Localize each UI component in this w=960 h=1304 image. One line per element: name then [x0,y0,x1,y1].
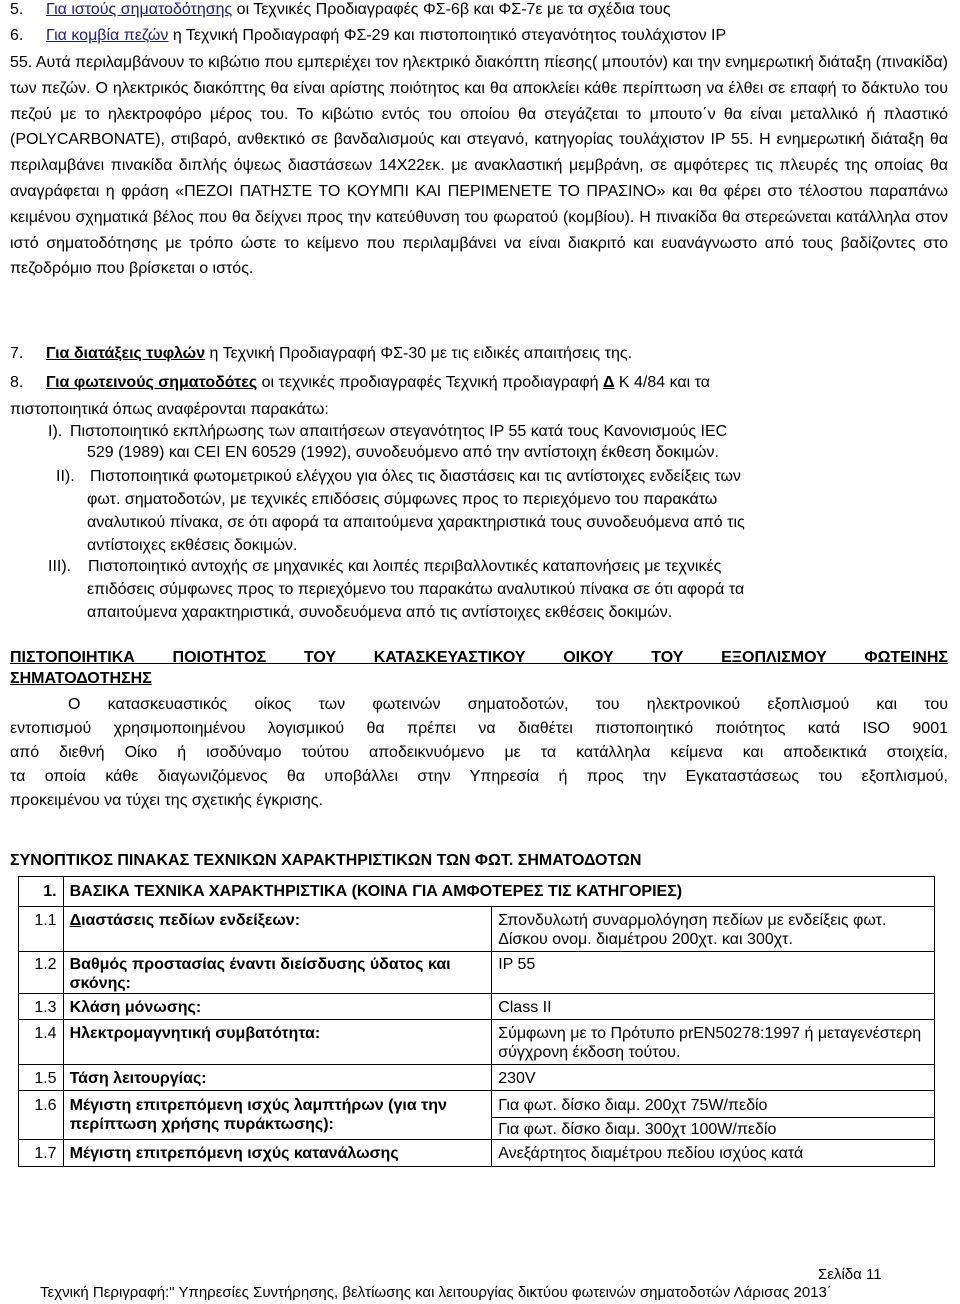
item-8-delta: Δ [602,374,615,391]
item-8-line2: πιστοποιητικά όπως αναφέρονται παρακάτω: [10,401,329,418]
row-value: IP 55 [492,952,935,994]
row-value: Σύμφωνη με το Πρότυπο prEN50278:1997 ή μεταγενέστερη σύγχρονη έκδοση τούτου. [492,1020,935,1065]
item-6-number: 6. [10,27,24,44]
item-8-number: 8. [10,374,24,391]
roman-1-line-1: Πιστοποιητικό εκπλήρωσης των απαιτήσεων στεγανότητος ΙΡ 55 κατά τους Κανονισμούς ΙΕC [70,423,728,440]
row-key: Τάση λειτουργίας: [63,1065,492,1091]
item-5-number: 5. [10,1,24,18]
item-8-link[interactable]: Για φωτεινούς σηματοδότες [46,374,258,391]
row-key [63,907,492,952]
row-key: Μέγιστη επιτρεπόμενη ισχύς κατανάλωσης [63,1140,492,1167]
item-6 [10,26,726,46]
row-key-prefix: Δ [69,912,82,929]
kombia-paragraph: 55. Αυτά περιλαμβάνουν το κιβώτιο που εμπεριέχει τον ηλεκτρικό διακόπτη πίεσης( μπουτόν) και την ενημερωτική διάταξη (πινακίδα) των πεζών. Ο ηλεκτρικός διακόπτης θα είναι αρίστης ποιότητος και θα αποκλείει κάθε περίπτωση να έλθει σε επαφή το δάκτυλο του πεζού με το ηλεκτροφόρο μέρος του. Το κιβώτιο εντός του οποίου θα στεγάζεται το μπουτο΄ν θα είναι μεταλλικό ή πλαστικό (POLYCARBONATE), στιβαρό, ανθεκτικό σε βανδαλισμούς και στεγανό, κατηγορίας τουλάχιστον ΙΡ 55. Η ενημερωτική διάταξη θα περιλαμβάνει πινακίδα διπλής όψεως διαστάσεων 14Χ22εκ. με ανακλαστική μεμβράνη, σε αμφότερες τις πλευρές της οποίας θα αναγράφεται η φράση «ΠΕΖΟΙ ΠΑΤΗΣΤΕ ΤΟ ΚΟΥΜΠΙ ΚΑΙ ΠΕΡΙΜΕΝΕΤΕ ΤΟ ΠΡΑΣΙΝΟ» και θα φέρει στο τέλοστου παραπάνω κειμένου σχηματικά βέλος που θα δείχνει προς την κατεύθυνση του φωρατού (κομβίου). Η πινακίδα θα στερεώνεται κατάλληλα στον ιστό σηματοδότησης με τρόπο ώστε το κείμενο που περιλαμβάνει να είναι διακριτό και ευανάγνωστο από τους βαδίζοντες στο πεζοδρόμιο που βρίσκεται ο ιστός. [10,54,948,278]
page-number: Σελίδα 11 [818,1266,882,1283]
roman-3-line-2: επιδόσεις σύμφωνες προς το περιεχόμενο του παρακάτω αναλυτικού πίνακα σε ότι αφορά τα [87,581,745,598]
row-number: 1.4 [19,1020,64,1065]
row-number: 1.7 [19,1140,64,1167]
item-6-link[interactable]: Για κομβία πεζών [46,27,169,44]
item-8 [10,371,948,394]
roman-3-label: ΙΙΙ). [48,558,72,575]
item-8-text-b: Κ 4/84 και τα [614,374,710,391]
roman-2-line-4: αντίστοιχες εκθέσεις δοκιμών. [87,537,298,554]
row-number: 1.2 [19,952,64,994]
item-5 [10,0,671,20]
cert-heading-line-2: ΣΗΜΑΤΟΔΟΤΗΣΗΣ [10,670,152,687]
cert-line-4: τα οποία κάθε διαγωνιζόμενος θα υποβάλλει στην Υπηρεσία ή προς την Εγκαταστάσεως του εξοπλισμού, [10,768,948,785]
table-row [19,907,935,952]
table-row [19,994,935,1020]
item-7-number: 7. [10,345,24,362]
roman-3-line-1: Πιστοποιητικό αντοχής σε μηχανικές και λοιπές περιβαλλοντικές καταπονήσεις με τεχνικές [88,558,722,575]
roman-2-line-3: αναλυτικού πίνακα, σε ότι αφορά τα απαιτούμενα χαρακτηριστικά τους συνοδευόμενα από τις [87,514,745,531]
table-row [19,1020,935,1065]
row-number: 1.1 [19,907,64,952]
row-key: Ηλεκτρομαγνητική συμβατότητα: [63,1020,492,1065]
footer-text: Τεχνική Περιγραφή:" Υπηρεσίες Συντήρησης, βελτίωσης και λειτουργίας δικτύου φωτεινών σηματοδοτών Λάρισας 2013΄ [40,1284,832,1301]
row-value-line-1: Για φωτ. δίσκο διαμ. 200χτ 75W/πεδίο [498,1097,768,1114]
row-value-line-2: Για φωτ. δίσκο διαμ. 300χτ 100W/πεδίο [492,1117,934,1139]
summary-heading: ΣΥΝΟΠΤΙΚΟΣ ΠΙΝΑΚΑΣ ΤΕΧΝΙΚΩΝ ΧΑΡΑΚΤΗΡΙΣΤΙΚΩΝ ΤΩΝ ΦΩΤ. ΣΗΜΑΤΟΔΟΤΩΝ [10,852,642,869]
roman-2-label: ΙΙ). [56,468,75,485]
item-5-link[interactable]: Για ιστούς σηματοδότησης [46,1,233,18]
row-key: Κλάση μόνωσης: [63,994,492,1020]
row-number: 1.5 [19,1065,64,1091]
row-number: 1.3 [19,994,64,1020]
row-key-rest: ιαστάσεις πεδίων ενδείξεων: [81,912,301,929]
spec-table [18,876,935,1167]
cert-line-3: από διεθνή Οίκο ή ισοδύναμο τούτου αποδεικνυόμενο με τα κατάλληλα κείμενα και αποδεικτικά στοιχεία, [10,744,948,761]
roman-2-line-2: φωτ. σηματοδοτών, με τεχνικές επιδόσεις σύμφωνες προς το περιεχόμενο του παρακάτω [87,491,718,508]
row-value: 230V [492,1065,935,1091]
table-row [19,1065,935,1091]
row-value: Σπονδυλωτή συναρμολόγηση πεδίων με ενδείξεις φωτ. Δίσκου ονομ. διαμέτρου 200χτ. και 300χτ. [492,907,935,952]
table-row [19,1140,935,1167]
cert-line-2: εντοπισμού χρησιμοποιημένου λογισμικού θα πρέπει να διαθέτει πιστοποιητικό ποιότητος κατά ISO 9001 [10,720,948,737]
table-header-row [19,877,935,907]
item-6-text: η Τεχνική Προδιαγραφή ΦΣ-29 και πιστοποιητικό στεγανότητος τουλάχιστον ΙΡ [168,27,727,44]
item-8-text-a: οι τεχνικές προδιαγραφές Τεχνική προδιαγραφή [257,374,603,391]
item-5-text: οι Τεχνικές Προδιαγραφές ΦΣ-6β και ΦΣ-7ε με τα σχέδια τους [232,1,671,18]
roman-3-line-3: απαιτούμενα χαρακτηριστικά, συνοδευόμενα από τις αντίστοιχες εκθέσεις δοκιμών. [87,604,673,621]
roman-1-line-2: 529 (1989) και CEI EN 60529 (1992), συνοδευόμενο από την αντίστοιχη έκθεση δοκιμών. [87,444,719,461]
cert-line-1: Ο κατασκευαστικός οίκος των φωτεινών σηματοδοτών, του ηλεκτρονικού εξοπλισμού και του [68,696,948,713]
table-row [19,952,935,994]
roman-1-label: Ι). [48,423,63,440]
header-title: ΒΑΣΙΚΑ ΤΕΧΝΙΚΑ ΧΑΡΑΚΤΗΡΙΣΤΙΚΑ (ΚΟΙΝΑ ΓΙΑ ΑΜΦΟΤΕΡΕΣ ΤΙΣ ΚΑΤΗΓΟΡΙΕΣ) [63,877,934,907]
row-key: Βαθμός προστασίας έναντι διείσδυσης ύδατος και σκόνης: [63,952,492,994]
roman-2-line-1: Πιστοποιητικά φωτομετρικού ελέγχου για όλες τις διαστάσεις και τις αντίστοιχες ενδείξεις των [90,468,741,485]
row-key: Μέγιστη επιτρεπόμενη ισχύς λαμπτήρων (για την περίπτωση χρήσης πυράκτωσης): [63,1091,492,1140]
table-row [19,1091,935,1140]
row-value: Ανεξάρτητος διαμέτρου πεδίου ισχύος κατά [492,1140,935,1167]
row-number: 1.6 [19,1091,64,1140]
cert-line-5: προκειμένου να τύχει της σχετικής έγκρισης. [10,792,323,809]
cert-heading-line-1: ΠΙΣΤΟΠΟΙΗΤΙΚΑ ΠΟΙΟΤΗΤΟΣ ΤΟΥ ΚΑΤΑΣΚΕΥΑΣΤΙΚΟΥ ΟΙΚΟΥ ΤΟΥ ΕΞΟΠΛΙΣΜΟΥ ΦΩΤΕΙΝΗΣ [10,649,948,666]
item-7-text: η Τεχνική Προδιαγραφή ΦΣ-30 με τις ειδικές απαιτήσεις της. [205,345,633,362]
item-7-link[interactable]: Για διατάξεις τυφλών [46,345,206,362]
row-value: Class II [492,994,935,1020]
row-value [492,1091,935,1140]
header-number: 1. [19,877,64,907]
item-7 [10,342,948,365]
